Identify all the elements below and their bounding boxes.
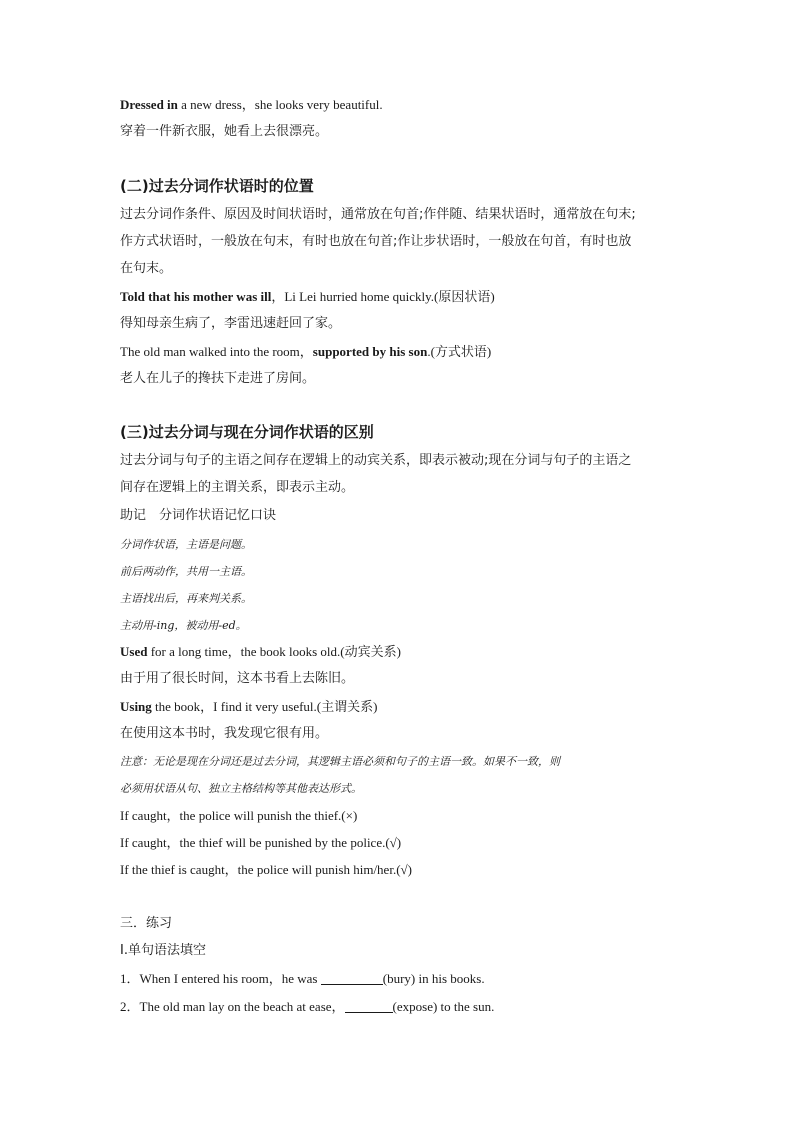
memo-line: 主语找出后，再来判关系。 <box>120 592 252 605</box>
example-translation: 老人在儿子的搀扶下走进了房间。 <box>120 371 316 386</box>
memo-line: 前后两动作，共用一主语。 <box>120 565 252 578</box>
example-sentence: If the thief is caught，the police will punish him/her.(√) <box>120 862 412 877</box>
sentence-rest: the book，I find it very useful.(主谓关系) <box>151 699 378 714</box>
note-line: 注意：无论是现在分词还是过去分词，其逻辑主语必须和句子的主语一致。如果不一致，则 <box>120 755 560 768</box>
sentence-rest: ，Li Lei hurried home quickly.(原因状语) <box>271 289 495 304</box>
sentence-end: .(方式状语) <box>427 344 492 359</box>
exercise-item <box>120 970 485 988</box>
exercise-hint: (bury) in his books. <box>382 971 485 986</box>
paragraph-line: 过去分词与句子的主语之间存在逻辑上的动宾关系，即表示被动;现在分词与句子的主语之 <box>120 453 632 468</box>
example-sentence <box>120 96 383 114</box>
answer-blank[interactable] <box>321 971 383 985</box>
paragraph-line: 间存在逻辑上的主谓关系，即表示主动。 <box>120 480 355 495</box>
example-sentence <box>120 643 401 661</box>
note-line: 必须用状语从句、独立主格结构等其他表达形式。 <box>120 782 362 795</box>
example-sentence <box>120 288 495 306</box>
example-sentence <box>120 698 377 716</box>
memo-line: 主动用-ing，被动用-ed。 <box>120 619 247 632</box>
example-sentence <box>120 343 491 361</box>
sentence-rest: a new dress，she looks very beautiful. <box>177 97 383 112</box>
bold-phrase: Told that his mother was ill <box>120 289 272 304</box>
bold-phrase: Used <box>120 644 148 659</box>
sentence-rest: for a long time，the book looks old.(动宾关系) <box>147 644 401 659</box>
bold-phrase: Using <box>120 699 152 714</box>
example-sentence: If caught，the police will punish the thief.(×) <box>120 808 358 823</box>
exercise-text: 2．The old man lay on the beach at ease， <box>120 999 345 1014</box>
memo-line: 分词作状语，主语是问题。 <box>120 538 252 551</box>
section-heading: (三)过去分词与现在分词作状语的区别 <box>120 423 374 441</box>
practice-heading: 三．练习 <box>120 916 173 931</box>
exercise-text: 1．When I entered his room，he was <box>120 971 321 986</box>
bold-phrase: Dressed in <box>120 97 178 112</box>
section-heading: (二)过去分词作状语时的位置 <box>120 177 314 195</box>
example-translation: 在使用这本书时，我发现它很有用。 <box>120 726 329 741</box>
sentence-start: The old man walked into the room， <box>120 344 313 359</box>
example-sentence: If caught，the thief will be punished by the police.(√) <box>120 835 402 850</box>
practice-subheading: Ⅰ.单句语法填空 <box>120 943 206 958</box>
bold-phrase: supported by his son <box>312 344 428 359</box>
paragraph-line: 过去分词作条件、原因及时间状语时，通常放在句首;作伴随、结果状语时，通常放在句末; <box>120 207 636 222</box>
example-translation: 穿着一件新衣服，她看上去很漂亮。 <box>120 124 329 139</box>
memo-title: 助记 分词作状语记忆口诀 <box>120 508 277 523</box>
example-translation: 由于用了很长时间，这本书看上去陈旧。 <box>120 671 355 686</box>
exercise-hint: (expose) to the sun. <box>392 999 495 1014</box>
paragraph-line: 在句末。 <box>120 261 173 276</box>
exercise-item <box>120 998 494 1016</box>
example-translation: 得知母亲生病了，李雷迅速赶回了家。 <box>120 316 342 331</box>
answer-blank[interactable] <box>345 999 393 1013</box>
paragraph-line: 作方式状语时，一般放在句末，有时也放在句首;作让步状语时，一般放在句首，有时也放 <box>120 234 632 249</box>
